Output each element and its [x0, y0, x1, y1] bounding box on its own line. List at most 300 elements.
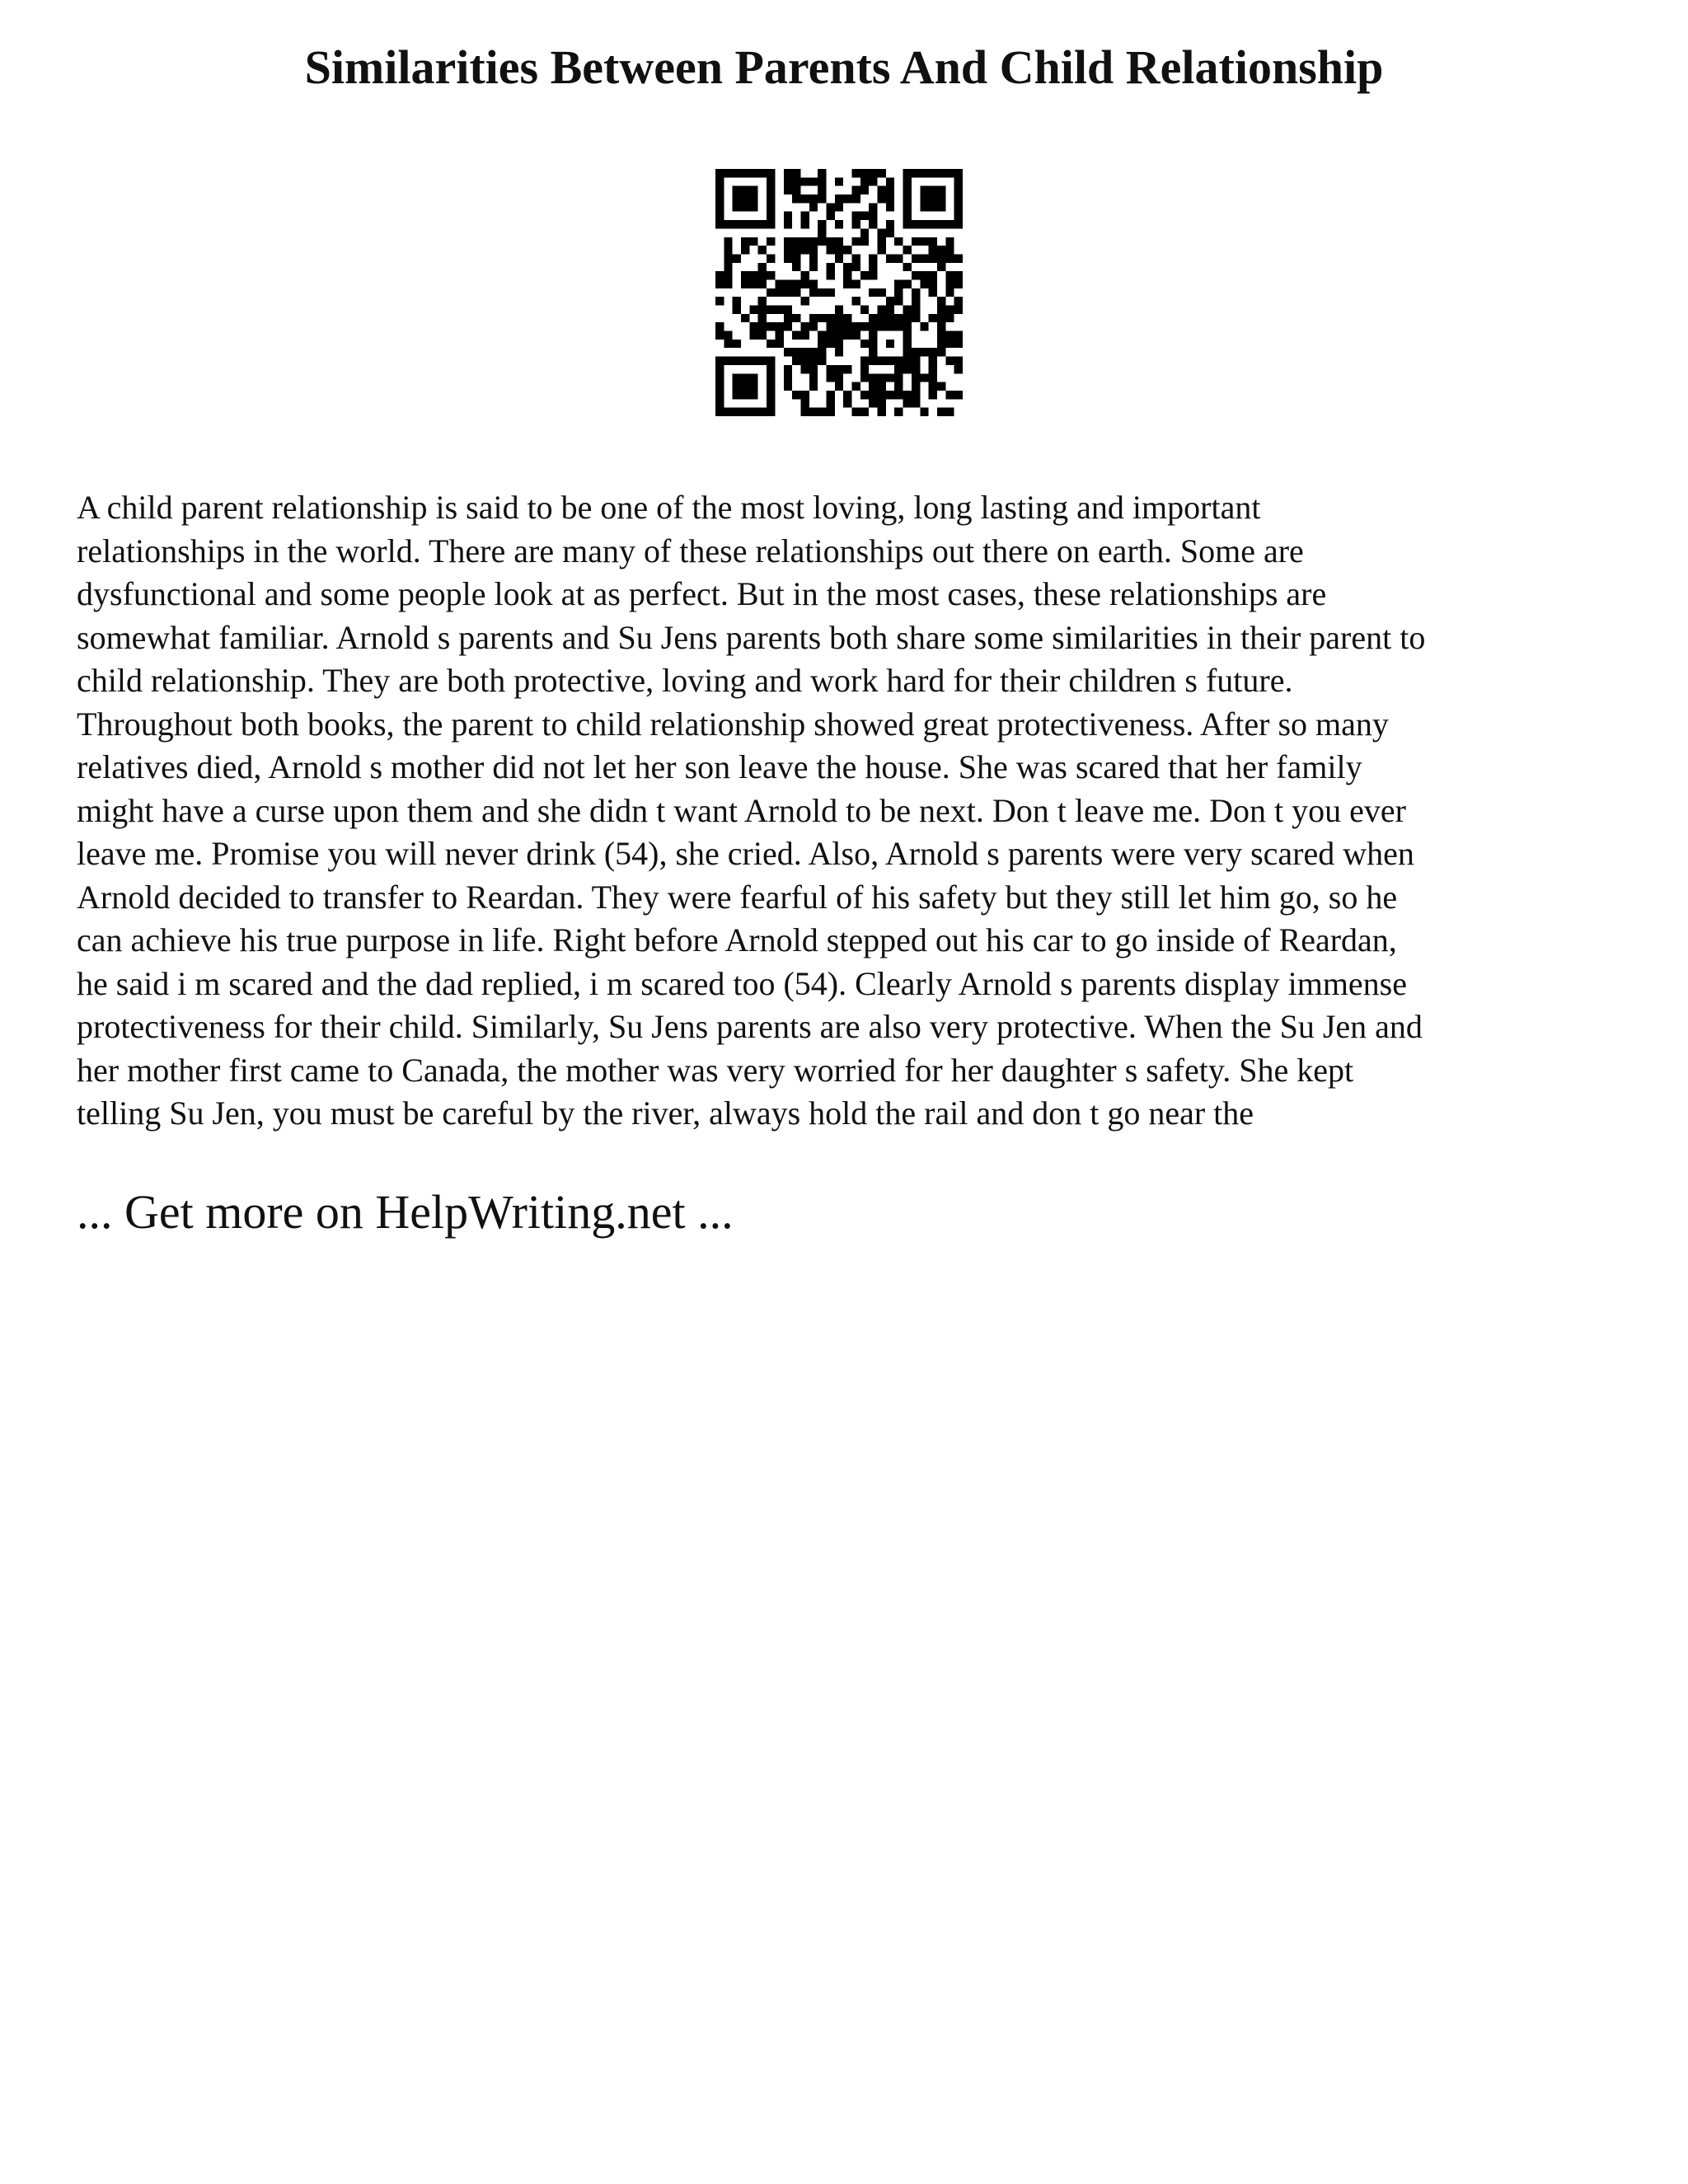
qr-module — [767, 271, 775, 279]
qr-module — [715, 357, 724, 365]
qr-module — [878, 306, 886, 314]
qr-module — [809, 365, 818, 373]
qr-module — [784, 186, 792, 194]
qr-module — [860, 306, 869, 314]
qr-module — [758, 271, 767, 279]
qr-module — [903, 186, 912, 194]
qr-module — [749, 279, 757, 288]
qr-module — [869, 271, 877, 279]
body-line: protectiveness for their child. Similarly, Su Jens parents are also very protective. When the Su Jen and — [77, 1008, 1423, 1045]
qr-module — [800, 279, 809, 288]
qr-module — [886, 228, 894, 237]
qr-module — [775, 288, 783, 297]
qr-module — [800, 357, 809, 365]
qr-module — [741, 373, 749, 382]
qr-module — [800, 246, 809, 254]
qr-module — [800, 408, 809, 416]
qr-module — [715, 279, 724, 288]
qr-module — [818, 357, 826, 365]
qr-module — [852, 408, 860, 416]
qr-module — [852, 331, 860, 340]
qr-module — [869, 212, 877, 220]
qr-module — [852, 237, 860, 246]
qr-module — [852, 382, 860, 391]
qr-module — [749, 322, 757, 330]
qr-module — [869, 288, 877, 297]
qr-module — [886, 314, 894, 322]
qr-module — [818, 169, 826, 177]
qr-module — [852, 322, 860, 330]
qr-code-icon — [715, 169, 963, 416]
qr-module — [835, 237, 843, 246]
qr-module — [937, 186, 945, 194]
qr-module — [809, 177, 818, 185]
qr-module — [937, 194, 945, 203]
qr-module — [741, 357, 749, 365]
qr-code-graphic — [715, 169, 963, 416]
qr-module — [937, 348, 945, 356]
qr-module — [715, 194, 724, 203]
qr-module — [784, 322, 792, 330]
qr-module — [749, 169, 757, 177]
qr-module — [929, 203, 937, 211]
qr-module — [954, 169, 963, 177]
qr-module — [792, 263, 800, 271]
qr-module — [869, 373, 877, 382]
qr-module — [929, 220, 937, 228]
qr-module — [920, 322, 928, 330]
qr-module — [860, 169, 869, 177]
qr-module — [869, 254, 877, 262]
qr-module — [843, 246, 851, 254]
qr-module — [894, 237, 903, 246]
qr-module — [835, 340, 843, 348]
qr-module — [733, 382, 741, 391]
qr-module — [809, 357, 818, 365]
qr-module — [860, 177, 869, 185]
qr-module — [912, 399, 920, 407]
qr-module — [826, 212, 834, 220]
qr-module — [835, 322, 843, 330]
qr-module — [945, 271, 954, 279]
qr-module — [912, 237, 920, 246]
qr-module — [758, 322, 767, 330]
qr-module — [809, 314, 818, 322]
qr-module — [954, 391, 963, 399]
qr-module — [715, 399, 724, 407]
qr-module — [954, 306, 963, 314]
qr-module — [792, 314, 800, 322]
qr-module — [800, 220, 809, 228]
qr-module — [733, 297, 741, 305]
qr-module — [852, 254, 860, 262]
qr-module — [954, 297, 963, 305]
qr-module — [826, 399, 834, 407]
qr-module — [715, 186, 724, 194]
qr-module — [826, 203, 834, 211]
qr-module — [758, 246, 767, 254]
qr-module — [929, 254, 937, 262]
qr-module — [715, 391, 724, 399]
qr-module — [886, 194, 894, 203]
qr-module — [886, 297, 894, 305]
qr-module — [945, 288, 954, 297]
qr-module — [809, 408, 818, 416]
qr-module — [835, 331, 843, 340]
qr-module — [886, 373, 894, 382]
qr-module — [860, 391, 869, 399]
body-line: her mother first came to Canada, the mother was very worried for her daughter s safety. She kept — [77, 1051, 1354, 1089]
qr-module — [818, 314, 826, 322]
body-line: he said i m scared and the dad replied, i m scared too (54). Clearly Arnold s parents display immense — [77, 964, 1408, 1002]
qr-module — [715, 271, 724, 279]
qr-module — [954, 212, 963, 220]
qr-module — [912, 169, 920, 177]
qr-module — [818, 220, 826, 228]
qr-module — [903, 399, 912, 407]
qr-module — [809, 322, 818, 330]
qr-module — [767, 408, 775, 416]
qr-module — [878, 186, 886, 194]
qr-module — [903, 340, 912, 348]
qr-module — [920, 408, 928, 416]
qr-module — [733, 340, 741, 348]
qr-module — [903, 177, 912, 185]
qr-module — [912, 365, 920, 373]
qr-module — [945, 314, 954, 322]
qr-module — [809, 237, 818, 246]
qr-module — [818, 237, 826, 246]
body-line: dysfunctional and some people look at as perfect. But in the most cases, these relationships are — [77, 575, 1327, 612]
qr-module — [784, 212, 792, 220]
qr-module — [741, 279, 749, 288]
qr-module — [878, 357, 886, 365]
qr-module — [715, 365, 724, 373]
qr-module — [852, 263, 860, 271]
qr-module — [767, 399, 775, 407]
qr-module — [954, 279, 963, 288]
qr-module — [758, 263, 767, 271]
qr-module — [954, 220, 963, 228]
qr-module — [758, 331, 767, 340]
qr-module — [784, 365, 792, 373]
qr-module — [937, 340, 945, 348]
qr-module — [886, 322, 894, 330]
qr-module — [749, 357, 757, 365]
qr-module — [809, 263, 818, 271]
qr-module — [954, 331, 963, 340]
qr-module — [903, 322, 912, 330]
qr-module — [929, 288, 937, 297]
qr-module — [920, 348, 928, 356]
qr-module — [800, 194, 809, 203]
qr-module — [749, 306, 757, 314]
qr-module — [784, 382, 792, 391]
qr-module — [860, 340, 869, 348]
qr-module — [894, 314, 903, 322]
qr-module — [826, 365, 834, 373]
qr-module — [886, 220, 894, 228]
qr-module — [878, 408, 886, 416]
qr-module — [724, 169, 732, 177]
qr-module — [835, 177, 843, 185]
qr-module — [741, 391, 749, 399]
qr-module — [860, 237, 869, 246]
qr-module — [886, 391, 894, 399]
qr-module — [852, 297, 860, 305]
qr-module — [878, 246, 886, 254]
qr-module — [860, 365, 869, 373]
qr-module — [869, 357, 877, 365]
qr-module — [954, 254, 963, 262]
qr-module — [860, 228, 869, 237]
qr-module — [715, 322, 724, 330]
qr-module — [903, 348, 912, 356]
qr-module — [767, 212, 775, 220]
page-title: Similarities Between Parents And Child Relationship — [304, 40, 1384, 94]
qr-module — [767, 365, 775, 373]
qr-module — [937, 263, 945, 271]
qr-module — [800, 322, 809, 330]
qr-module — [800, 331, 809, 340]
qr-module — [937, 408, 945, 416]
qr-module — [920, 186, 928, 194]
qr-module — [954, 340, 963, 348]
qr-module — [937, 169, 945, 177]
qr-module — [945, 237, 954, 246]
qr-module — [775, 279, 783, 288]
qr-module — [869, 340, 877, 348]
qr-module — [818, 228, 826, 237]
qr-module — [792, 186, 800, 194]
qr-module — [878, 373, 886, 382]
qr-module — [749, 391, 757, 399]
qr-module — [843, 314, 851, 322]
qr-module — [843, 331, 851, 340]
qr-module — [758, 306, 767, 314]
qr-module — [733, 373, 741, 382]
qr-module — [929, 348, 937, 356]
qr-module — [724, 408, 732, 416]
qr-module — [758, 314, 767, 322]
qr-module — [749, 194, 757, 203]
qr-module — [937, 254, 945, 262]
qr-module — [860, 373, 869, 382]
qr-module — [809, 348, 818, 356]
body-line: can achieve his true purpose in life. Right before Arnold stepped out his car to go inside of Reardan, — [77, 921, 1397, 958]
qr-module — [767, 237, 775, 246]
qr-module — [954, 177, 963, 185]
qr-module — [843, 271, 851, 279]
body-line: might have a curse upon them and she didn t want Arnold to be next. Don t leave me. Don t you ever — [77, 791, 1406, 829]
qr-module — [869, 399, 877, 407]
qr-module — [758, 220, 767, 228]
get-more-link[interactable]: ... Get more on HelpWriting.net ... — [77, 1185, 734, 1239]
qr-module — [826, 340, 834, 348]
qr-module — [835, 246, 843, 254]
qr-module — [894, 408, 903, 416]
qr-module — [733, 306, 741, 314]
qr-module — [835, 306, 843, 314]
qr-module — [894, 373, 903, 382]
qr-module — [843, 322, 851, 330]
qr-module — [724, 263, 732, 271]
qr-module — [903, 220, 912, 228]
qr-module — [741, 186, 749, 194]
qr-module — [920, 194, 928, 203]
qr-module — [835, 203, 843, 211]
qr-module — [852, 212, 860, 220]
qr-module — [869, 169, 877, 177]
qr-module — [903, 263, 912, 271]
qr-module — [800, 271, 809, 279]
qr-module — [954, 271, 963, 279]
qr-module — [818, 186, 826, 194]
qr-module — [912, 288, 920, 297]
qr-module — [945, 169, 954, 177]
qr-module — [920, 279, 928, 288]
qr-module — [724, 331, 732, 340]
qr-module — [809, 254, 818, 262]
qr-module — [767, 322, 775, 330]
qr-module — [860, 357, 869, 365]
qr-module — [835, 194, 843, 203]
qr-module — [767, 177, 775, 185]
qr-module — [724, 254, 732, 262]
qr-module — [800, 348, 809, 356]
qr-module — [903, 357, 912, 365]
qr-module — [741, 408, 749, 416]
qr-module — [826, 322, 834, 330]
qr-module — [767, 169, 775, 177]
qr-module — [843, 263, 851, 271]
qr-module — [775, 322, 783, 330]
qr-module — [767, 340, 775, 348]
qr-module — [715, 212, 724, 220]
qr-module — [775, 306, 783, 314]
body-line: relatives died, Arnold s mother did not let her son leave the house. She was scared that her family — [77, 748, 1362, 785]
qr-module — [749, 271, 757, 279]
qr-module — [894, 357, 903, 365]
qr-module — [826, 314, 834, 322]
qr-module — [818, 177, 826, 185]
qr-module — [878, 237, 886, 246]
qr-module — [715, 331, 724, 340]
qr-module — [767, 220, 775, 228]
qr-module — [784, 373, 792, 382]
qr-module — [860, 186, 869, 194]
qr-module — [894, 382, 903, 391]
qr-module — [767, 203, 775, 211]
qr-module — [835, 382, 843, 391]
qr-module — [741, 382, 749, 391]
qr-module — [886, 254, 894, 262]
qr-module — [945, 254, 954, 262]
qr-module — [784, 254, 792, 262]
qr-module — [792, 237, 800, 246]
qr-module — [809, 194, 818, 203]
qr-module — [945, 220, 954, 228]
qr-module — [954, 186, 963, 194]
qr-module — [929, 246, 937, 254]
qr-module — [818, 408, 826, 416]
qr-module — [869, 314, 877, 322]
qr-module — [749, 203, 757, 211]
qr-module — [843, 391, 851, 399]
qr-module — [912, 306, 920, 314]
qr-module — [792, 348, 800, 356]
qr-module — [920, 254, 928, 262]
qr-module — [792, 246, 800, 254]
qr-module — [741, 203, 749, 211]
qr-module — [903, 212, 912, 220]
qr-module — [724, 279, 732, 288]
qr-module — [784, 306, 792, 314]
qr-module — [912, 357, 920, 365]
qr-module — [826, 271, 834, 279]
qr-module — [929, 237, 937, 246]
qr-module — [852, 169, 860, 177]
qr-module — [749, 220, 757, 228]
qr-module — [733, 391, 741, 399]
qr-module — [954, 357, 963, 365]
qr-module — [715, 220, 724, 228]
qr-module — [741, 246, 749, 254]
qr-module — [724, 237, 732, 246]
qr-module — [724, 357, 732, 365]
qr-module — [869, 177, 877, 185]
qr-module — [715, 297, 724, 305]
qr-module — [809, 373, 818, 382]
qr-module — [758, 279, 767, 288]
qr-module — [715, 373, 724, 382]
qr-module — [869, 263, 877, 271]
qr-module — [792, 331, 800, 340]
qr-module — [912, 271, 920, 279]
qr-module — [775, 340, 783, 348]
qr-module — [869, 391, 877, 399]
qr-module — [912, 314, 920, 322]
qr-module — [929, 194, 937, 203]
qr-module — [878, 314, 886, 322]
qr-module — [843, 399, 851, 407]
qr-module — [878, 322, 886, 330]
qr-module — [945, 331, 954, 340]
qr-module — [912, 297, 920, 305]
qr-module — [937, 306, 945, 314]
qr-module — [767, 357, 775, 365]
qr-module — [886, 203, 894, 211]
body-line: child relationship. They are both protective, loving and work hard for their children s future. — [77, 662, 1293, 699]
body-line: Arnold decided to transfer to Reardan. They were fearful of his safety but they still let him go, so he — [77, 878, 1398, 916]
body-line: telling Su Jen, you must be careful by the river, always hold the rail and don t go near the — [77, 1094, 1254, 1132]
qr-module — [767, 391, 775, 399]
qr-module — [912, 348, 920, 356]
qr-module — [920, 271, 928, 279]
qr-module — [809, 288, 818, 297]
qr-module — [945, 279, 954, 288]
qr-module — [792, 254, 800, 262]
qr-module — [767, 306, 775, 314]
qr-module — [835, 348, 843, 356]
qr-module — [878, 391, 886, 399]
qr-module — [818, 348, 826, 356]
qr-module — [954, 194, 963, 203]
qr-module — [733, 194, 741, 203]
qr-module — [835, 220, 843, 228]
qr-module — [912, 391, 920, 399]
qr-module — [860, 271, 869, 279]
